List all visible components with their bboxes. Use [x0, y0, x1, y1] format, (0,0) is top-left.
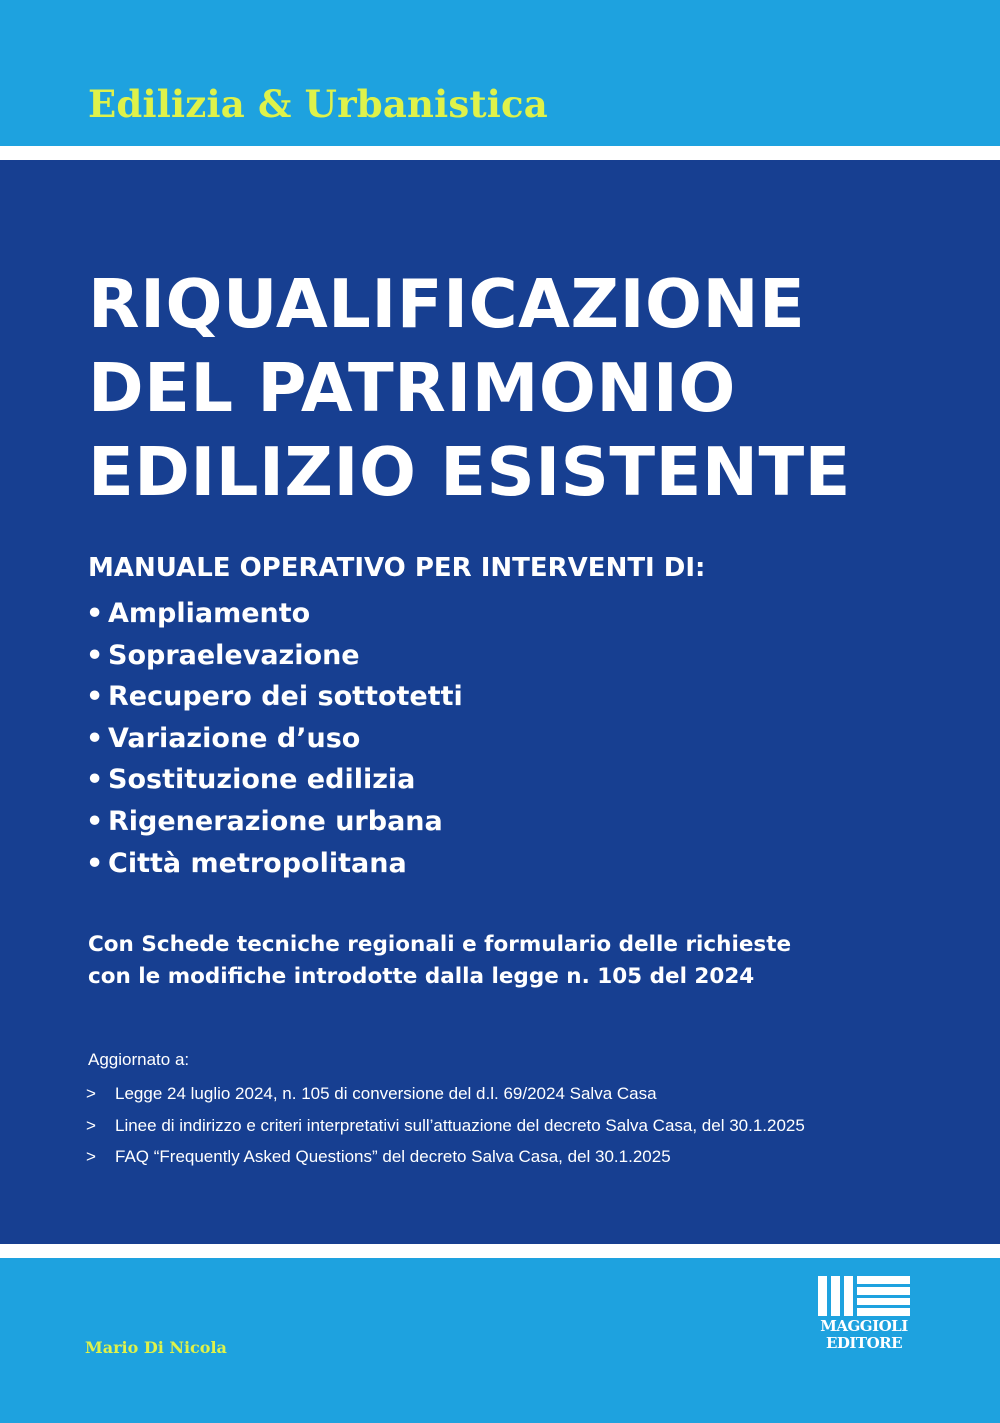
bullet-icon: • [86, 722, 104, 754]
subtitle: MANUALE OPERATIVO PER INTERVENTI DI: [88, 553, 706, 583]
topic-item [86, 801, 463, 843]
bottom-band [0, 1258, 1000, 1423]
note-line: con le modifiche introdotte dalla legge n. 105 del 2024 [88, 964, 755, 989]
main-panel [0, 160, 1000, 1244]
bullet-icon: • [86, 805, 104, 837]
topic-label: Città metropolitana [108, 847, 407, 879]
updates-label: Aggiornato a: [88, 1050, 190, 1069]
bullet-icon: • [86, 847, 104, 879]
bullet-icon: • [86, 681, 104, 713]
chevron-right-icon: > [86, 1147, 96, 1166]
topic-label: Sostituzione edilizia [108, 764, 416, 796]
updates-list [86, 1078, 805, 1173]
topic-label: Rigenerazione urbana [108, 805, 443, 837]
topic-item [86, 593, 463, 635]
update-text: Legge 24 luglio 2024, n. 105 di conversione del d.l. 69/2024 Salva Casa [115, 1084, 657, 1103]
book-title [88, 262, 851, 514]
title-line: DEL PATRIMONIO [88, 349, 736, 427]
bullet-icon: • [86, 764, 104, 796]
topic-list [86, 593, 463, 884]
topic-label: Sopraelevazione [108, 639, 360, 671]
title-line: RIQUALIFICAZIONE [88, 265, 806, 343]
bullet-icon: • [86, 598, 104, 629]
update-text: Linee di indirizzo e criteri interpretativi sull’attuazione del decreto Salva Casa, del 30.1.2025 [115, 1115, 805, 1135]
chevron-right-icon: > [86, 1084, 96, 1103]
topic-item [86, 718, 463, 760]
chevron-right-icon: > [86, 1115, 96, 1135]
topic-item [86, 676, 463, 718]
publisher-name-line: EDITORE [825, 1334, 903, 1352]
bullet-icon: • [86, 639, 104, 671]
update-text: FAQ “Frequently Asked Questions” del decreto Salva Casa, del 30.1.2025 [115, 1147, 671, 1166]
topic-label: Recupero dei sottotetti [108, 681, 463, 713]
update-item [86, 1110, 805, 1142]
publisher-name-line: MAGGIOLI [820, 1317, 908, 1335]
update-item [86, 1078, 805, 1110]
topic-label: Ampliamento [108, 598, 311, 629]
topic-label: Variazione d’uso [108, 722, 361, 754]
update-item [86, 1141, 805, 1173]
description-note [88, 929, 791, 993]
series-title: Edilizia & Urbanistica [88, 82, 548, 126]
topic-item [86, 635, 463, 677]
topic-item [86, 759, 463, 801]
note-line: Con Schede tecniche regionali e formulario delle richieste [88, 932, 792, 957]
publisher-name [808, 1318, 920, 1352]
topic-item [86, 843, 463, 885]
title-line: EDILIZIO ESISTENTE [88, 433, 851, 511]
author-name: Mario Di Nicola [85, 1338, 227, 1357]
top-band [0, 0, 1000, 146]
